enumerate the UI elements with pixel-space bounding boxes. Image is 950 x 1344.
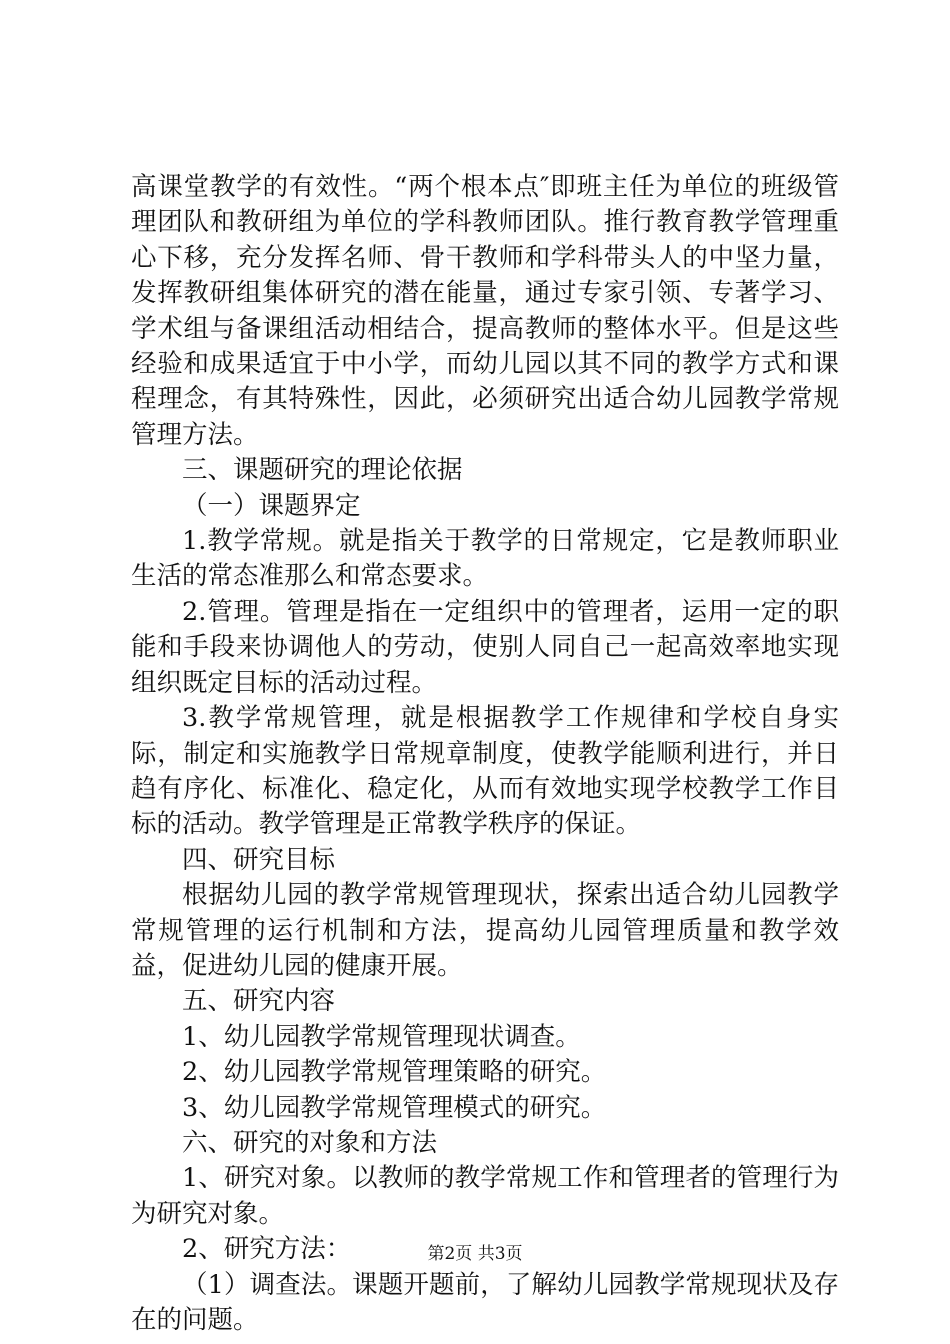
section-heading: 四、研究目标 xyxy=(182,844,336,875)
paragraph: 1、研究对象。以教师的教学常规工作和管理者的管理行为为研究对象。 xyxy=(131,1163,839,1229)
page-footer xyxy=(0,1243,950,1265)
list-item: 3、幼儿园教学常规管理模式的研究。 xyxy=(182,1092,607,1123)
paragraph: 3.教学常规管理，就是根据教学工作规律和学校自身实际，制定和实施教学日常规章制度，使教学能顺利进行，并日趋有序化、标准化、稳定化，从而有效地实现学校教学工作目标的活动。教学管理是正常教学秩序的保证。 xyxy=(131,703,839,840)
subsection-heading: （一）课题界定 xyxy=(182,490,361,521)
section-heading: 三、课题研究的理论依据 xyxy=(182,455,463,486)
document-body xyxy=(131,170,839,1338)
section-heading: 六、研究的对象和方法 xyxy=(182,1127,438,1158)
paragraph: 高课堂教学的有效性。“两个根本点″即班主任为单位的班级管理团队和教研组为单位的学科教师团队。推行教育教学管理重心下移，充分发挥名师、骨干教师和学科带头人的中坚力量，发挥教研组集体研究的潜在能量，通过专家引领、专著学习、学术组与备课组活动相结合，提高教师的整体水平。但是这些经验和成果适宜于中小学，而幼儿园以其不同的教学方式和课程理念，有其特殊性，因此，必须研究出适合幼儿园教学常规管理方法。 xyxy=(131,172,839,450)
list-item: 1、幼儿园教学常规管理现状调查。 xyxy=(182,1021,581,1052)
paragraph: 2、研究方法： xyxy=(182,1234,352,1265)
list-item: 2、幼儿园教学常规管理策略的研究。 xyxy=(182,1057,607,1088)
paragraph: 根据幼儿园的教学常规管理现状，探索出适合幼儿园教学常规管理的运行机制和方法，提高幼儿园管理质量和教学效益，促进幼儿园的健康开展。 xyxy=(131,880,839,981)
paragraph: 1.教学常规。就是指关于教学的日常规定，它是教师职业生活的常态准那么和常态要求。 xyxy=(131,526,839,592)
page-number: 第2页 共3页 xyxy=(427,1244,523,1264)
paragraph: （1）调查法。课题开题前，了解幼儿园教学常规现状及存在的问题。 xyxy=(131,1269,839,1335)
paragraph: 2.管理。管理是指在一定组织中的管理者，运用一定的职能和手段来协调他人的劳动，使别人同自己一起高效率地实现组织既定目标的活动过程。 xyxy=(131,596,839,698)
section-heading: 五、研究内容 xyxy=(182,986,336,1017)
